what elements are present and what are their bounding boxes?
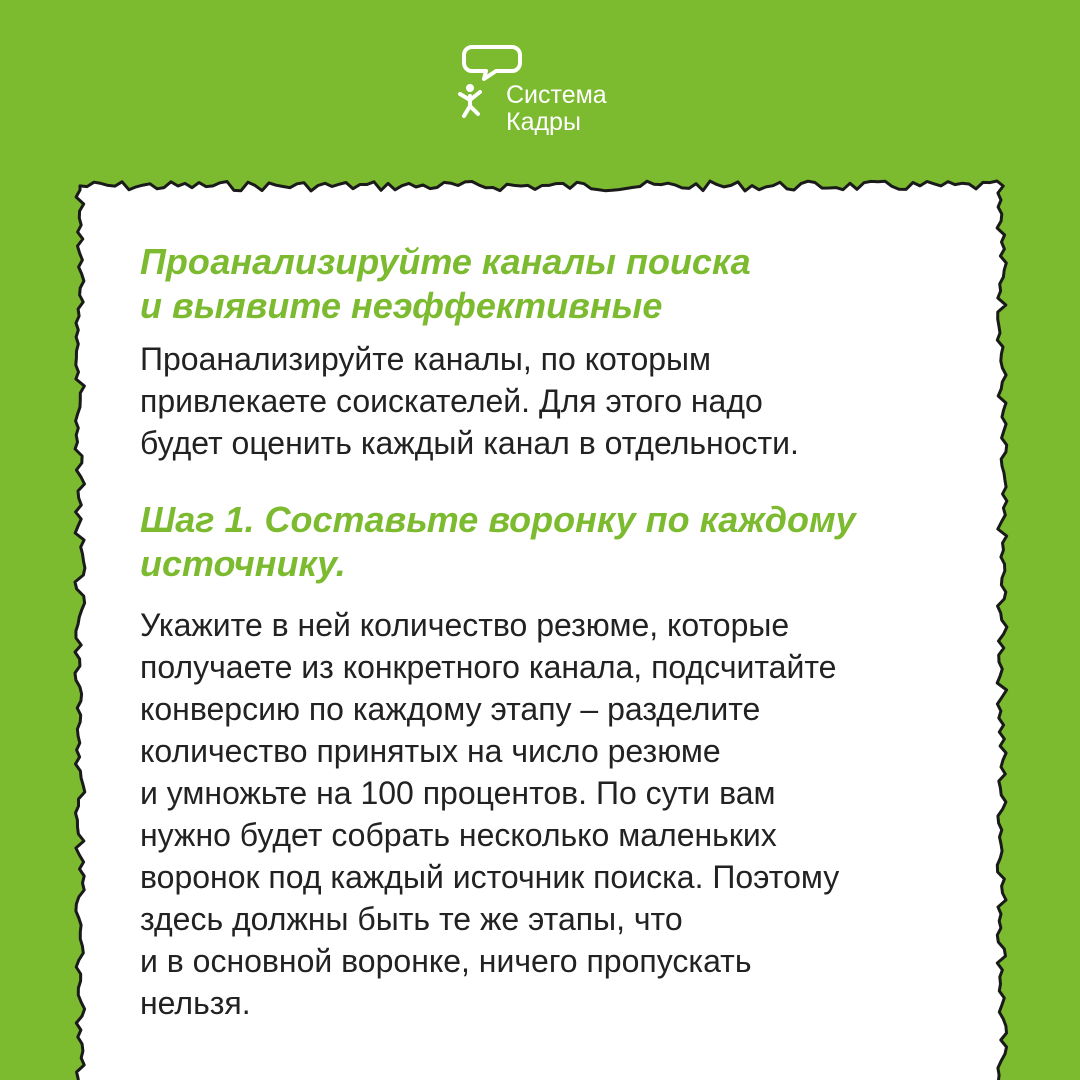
paragraph-line: и в основной воронке, ничего пропускать (140, 943, 752, 979)
paragraph-line: получаете из конкретного канала, подсчитайте (140, 649, 837, 685)
paragraph-line: количество принятых на число резюме (140, 733, 721, 769)
paragraph-line: и умножьте на 100 процентов. По сути вам (140, 775, 776, 811)
paragraph-line: воронок под каждый источник поиска. Поэтому (140, 859, 840, 895)
paragraph-line: нужно будет собрать несколько маленьких (140, 817, 777, 853)
heading-line: Проанализируйте каналы поиска (140, 241, 751, 282)
paragraph-line: здесь должны быть те же этапы, что (140, 901, 683, 937)
logo-line2: Кадры (506, 108, 581, 136)
paragraph-line: Укажите в ней количество резюме, которые (140, 607, 790, 643)
heading-line: источнику. (140, 543, 346, 584)
paragraph-line: конверсию по каждому этапу – разделите (140, 691, 761, 727)
paragraph-line: Проанализируйте каналы, по которым (140, 341, 712, 377)
paragraph-line: привлекаете соискателей. Для этого надо (140, 383, 763, 419)
section-heading (140, 240, 1000, 328)
card-content (140, 240, 1000, 1024)
intro-paragraph (140, 338, 1000, 464)
heading-line: Шаг 1. Составьте воронку по каждому (140, 499, 856, 540)
paragraph-line: нельзя. (140, 985, 251, 1021)
paragraph-line: будет оценить каждый канал в отдельности. (140, 425, 799, 461)
step-paragraph (140, 604, 1000, 1024)
logo-line1: Система (506, 81, 607, 109)
step-heading (140, 498, 1000, 586)
heading-line: и выявите неэффективные (140, 285, 663, 326)
